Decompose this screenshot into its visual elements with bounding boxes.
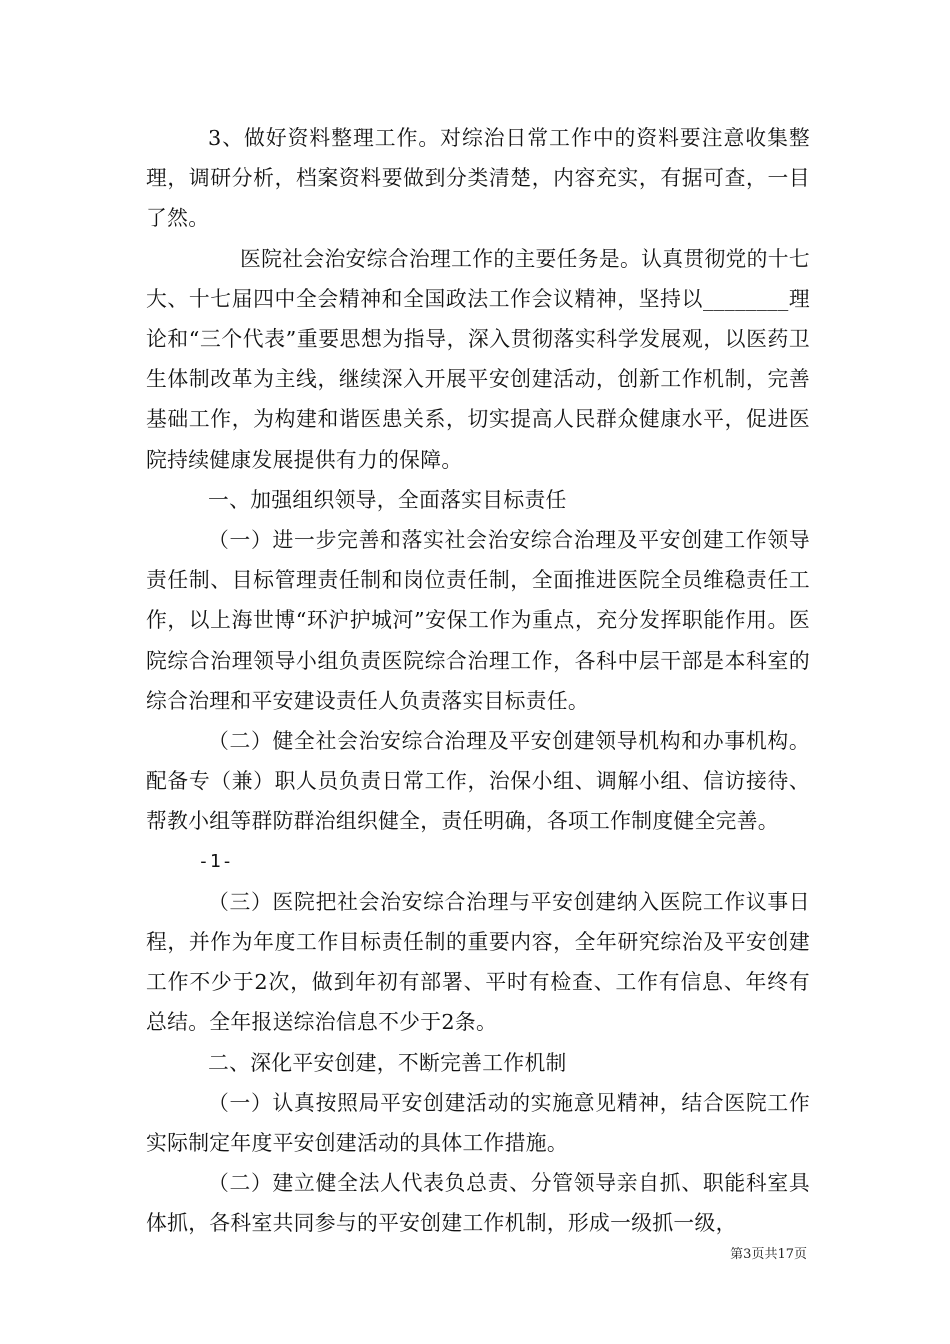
paragraph-item-1-1: （一）进一步完善和落实社会治安综合治理及平安创建工作领导责任制、目标管理责任制和岗位责任制，全面推进医院全员维稳责任工作，以上海世博“环沪护城河”安保工作为重点，充分发挥职能作用。医院综合治理领导小组负责医院综合治理工作，各科中层干部是本科室的综合治理和平安建设责任人负责落实目标责任。 xyxy=(146,528,810,713)
paragraph-item-2-2: （二）建立健全法人代表负总责、分管领导亲自抓、职能科室具体抓，各科室共同参与的平安创建工作机制，形成一级抓一级， xyxy=(146,1171,810,1236)
page-footer: 第3页共17页 xyxy=(730,1247,807,1262)
paragraph-item-1-3: （三）医院把社会治安综合治理与平安创建纳入医院工作议事日程，并作为年度工作目标责任制的重要内容，全年研究综治及平安创建工作不少于2次，做到年初有部署、平时有检查、工作有信息、年终有总结。全年报送综治信息不少于2条。 xyxy=(146,889,810,1035)
paragraph-main-tasks: 医院社会治安综合治理工作的主要任务是。认真贯彻党的十七大、十七届四中全会精神和全国政法工作会议精神，坚持以________理论和“三个代表”重要思想为指导，深入贯彻落实科学发展观，以医药卫生体制改革为主线，继续深入开展平安创建活动，创新工作机制，完善基础工作，为构建和谐医患关系，切实提高人民群众健康水平，促进医院持续健康发展提供有力的保障。 xyxy=(146,246,810,472)
paragraph-data-organization: 3、做好资料整理工作。对综治日常工作中的资料要注意收集整理，调研分析，档案资料要做到分类清楚，内容充实，有据可查，一目了然。 xyxy=(146,126,810,231)
paragraph-item-1-2: （二）健全社会治安综合治理及平安创建领导机构和办事机构。配备专（兼）职人员负责日常工作，治保小组、调解小组、信访接待、帮教小组等群防群治组织健全，责任明确，各项工作制度健全完善。 xyxy=(146,729,810,834)
section-heading-1: 一、加强组织领导，全面落实目标责任 xyxy=(208,487,567,512)
paragraph-item-2-1: （一）认真按照局平安创建活动的实施意见精神，结合医院工作实际制定年度平安创建活动的具体工作措施。 xyxy=(146,1090,810,1156)
section-heading-2: 二、深化平安创建，不断完善工作机制 xyxy=(208,1050,567,1075)
inline-page-number: -1- xyxy=(198,850,234,872)
document-body xyxy=(146,118,810,1244)
